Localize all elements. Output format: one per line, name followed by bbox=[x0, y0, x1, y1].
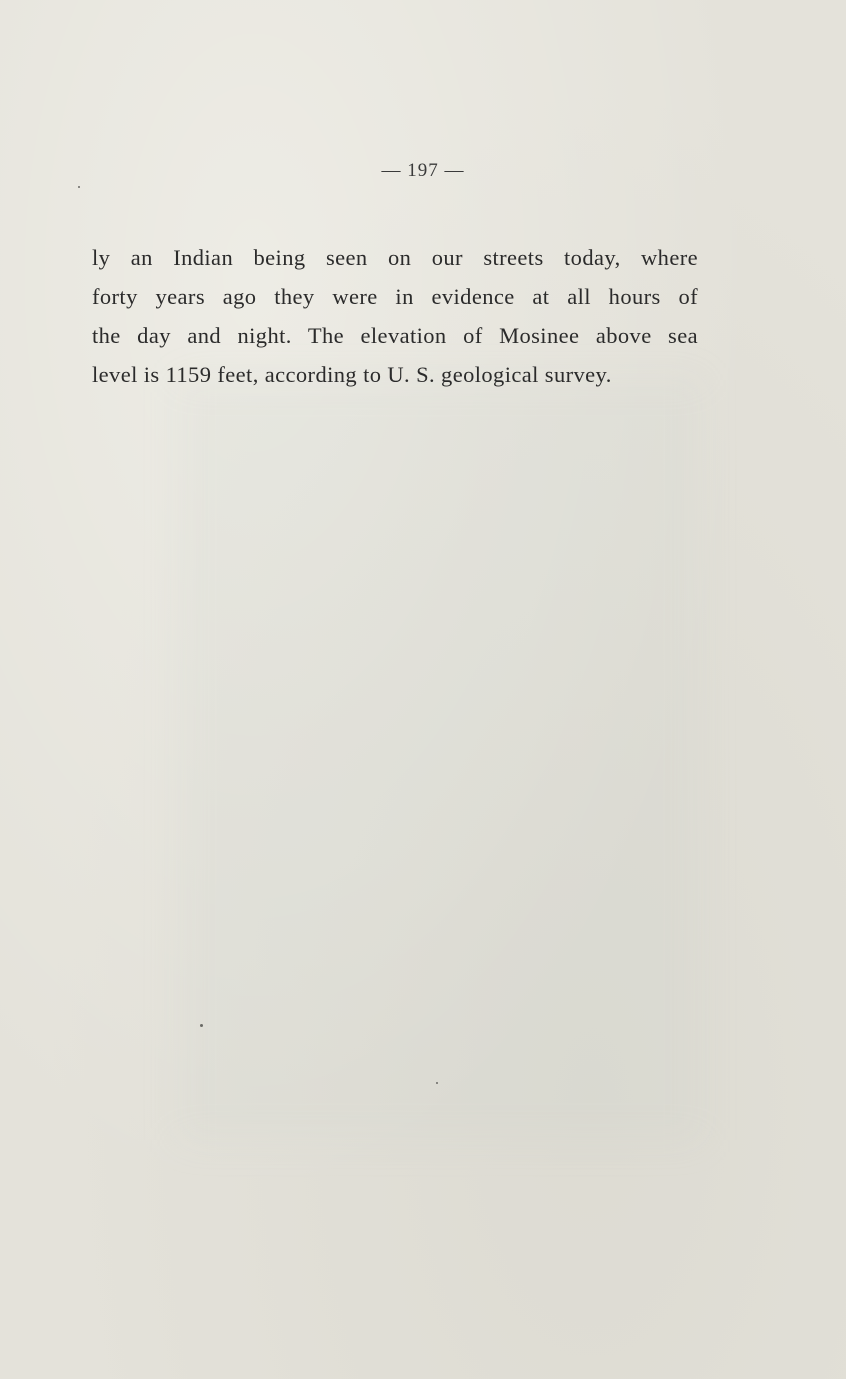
text-line: the day and night. The elevation of Mosinee above sea bbox=[92, 323, 698, 348]
body-paragraph bbox=[92, 238, 698, 394]
paper-speck bbox=[200, 1024, 203, 1027]
text-line: level is 1159 feet, according to U. S. geological survey. bbox=[92, 362, 612, 387]
page-number: — 197 — bbox=[381, 160, 465, 181]
text-line: ly an Indian being seen on our streets today, where bbox=[92, 245, 698, 270]
text-line: forty years ago they were in evidence at all hours of bbox=[92, 284, 698, 309]
paper-speck bbox=[436, 1082, 438, 1084]
bleed-through-shadow bbox=[180, 380, 700, 1140]
paper-speck bbox=[78, 186, 80, 188]
